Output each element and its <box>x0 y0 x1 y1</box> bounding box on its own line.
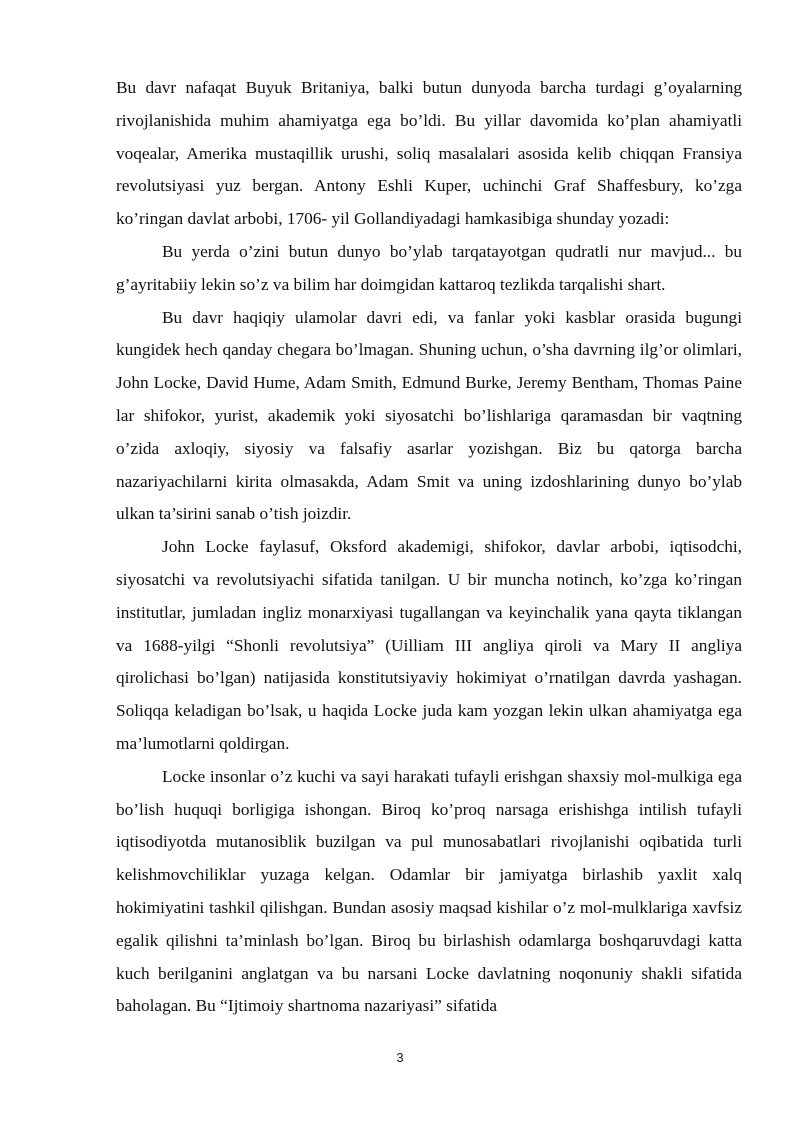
page-number: 3 <box>396 1050 404 1065</box>
paragraph-3: John Locke faylasuf, Oksford akademigi, shifokor, davlar arbobi, iqtisodchi, siyosatchi va revolutsiyachi sifatida tanilgan. U bir muncha notinch, ko’zga ko’ringan institutlar, jumladan ingliz monarxiyasi tugallangan va keyinchalik yana qayta tiklangan va 1688-yilgi “Shonli revolutsiya” (Uilliam III angliya qiroli va Mary II angliya qirolichasi bo’lgan) natijasida konstitutsiyaviy hokimiyat o’rnatilgan davrda yashagan. Soliqqa keladigan bo’lsak, u haqida Locke juda kam yozgan lekin ulkan ahamiyatga ega ma’lumotlarni qoldirgan. <box>116 537 742 753</box>
paragraph-quote: Bu yerda o’zini butun dunyo bo’ylab tarqatayotgan qudratli nur mavjud... bu g’ayritabiiy lekin so’z va bilim har doimgidan kattaroq tezlikda tarqalishi shart. <box>116 241 742 294</box>
paragraph-4: Locke insonlar o’z kuchi va sayi harakati tufayli erishgan shaxsiy mol-mulkiga ega bo’lish huquqi borligiga ishongan. Biroq ko’proq narsaga erishishga intilish tufayli iqtisodiyotda mutanosiblik buzilgan va pul munosabatlari rivojlanishi oqibatida turli kelishmovchiliklar yuzaga kelgan. Odamlar bir jamiyatga birlashib yaxlit xalq hokimiyatini tashkil qilishgan. Bundan asosiy maqsad kishilar o’z mol-mulklariga xavfsiz egalik qilishni ta’minlash bo’lgan. Biroq bu birlashish odamlarga boshqaruvdagi katta kuch berilganini anglatgan va bu narsani Locke davlatning noqonuniy shakli sifatida baholagan. Bu “Ijtimoiy shartnoma nazariyasi” sifatida <box>116 766 742 1016</box>
paragraph-2: Bu davr haqiqiy ulamolar davri edi, va fanlar yoki kasblar orasida bugungi kungidek hech qanday chegara bo’lmagan. Shuning uchun, o’sha davrning ilg’or olimlari, John Locke, David Hume, Adam Smith, Edmund Burke, Jeremy Bentham, Thomas Paine lar shifokor, yurist, akademik yoki siyosatchi bo’lishlariga qaramasdan bir vaqtning o’zida axloqiy, siyosiy va falsafiy asarlar yozishgan. Biz bu qatorga barcha nazariyachilarni kirita olmasakda, Adam Smit va uning izdoshlarining dunyo bo’ylab ulkan ta’sirini sanab o’tish joizdir. <box>116 307 742 524</box>
document-page <box>116 72 742 1023</box>
paragraph-1: Bu davr nafaqat Buyuk Britaniya, balki butun dunyoda barcha turdagi g’oyalarning rivojlanishida muhim ahamiyatga ega bo’ldi. Bu yillar davomida ko’plan ahamiyatli voqealar, Amerika mustaqillik urushi, soliq masalalari asosida kelib chiqqan Fransiya revolutsiyasi yuz bergan. Antony Eshli Kuper, uchinchi Graf Shaffesbury, ko’zga ko’ringan davlat arbobi, 1706- yil Gollandiyadagi hamkasibiga shunday yozadi: <box>116 78 742 229</box>
